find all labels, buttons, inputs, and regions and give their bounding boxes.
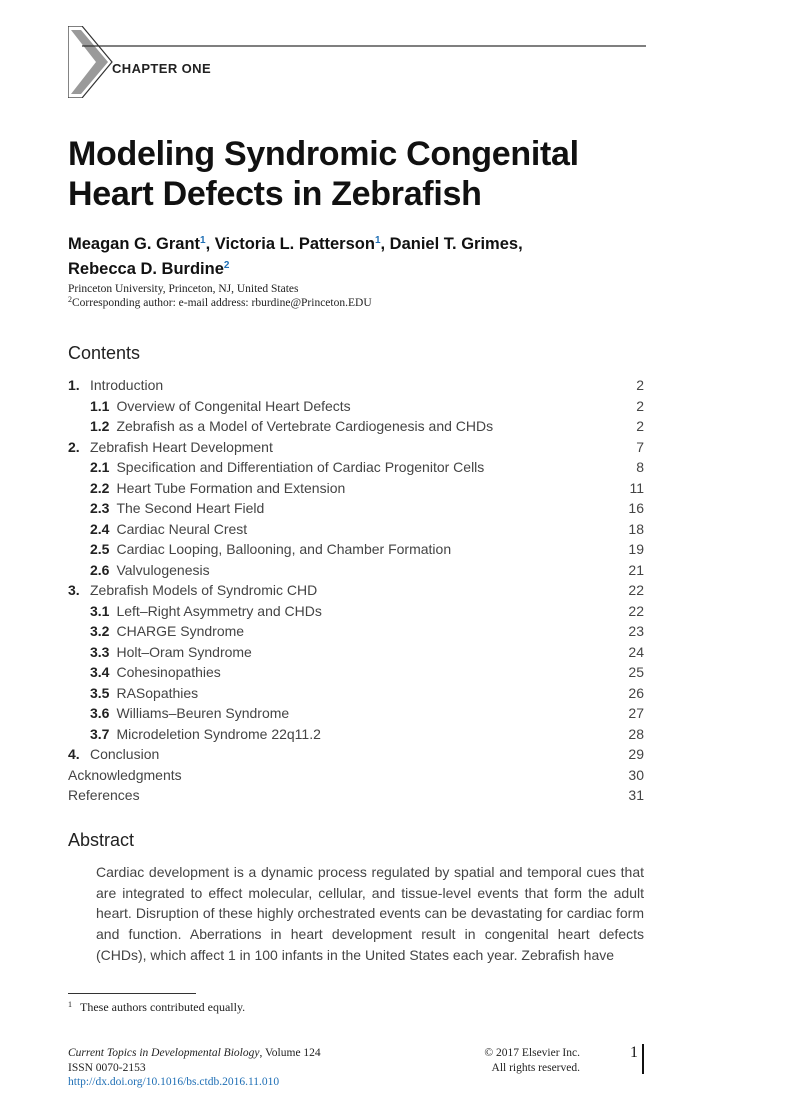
title-line-2: Heart Defects in Zebrafish: [68, 175, 482, 213]
toc-entry-page: 8: [636, 459, 644, 475]
toc-entry-page: 11: [629, 479, 644, 496]
toc-entry[interactable]: [68, 500, 644, 521]
footnote-marker: 1: [68, 1000, 72, 1009]
footnote-divider: [68, 993, 196, 994]
toc-entry[interactable]: [68, 480, 644, 501]
author-affil-marker[interactable]: 1: [200, 235, 206, 246]
toc-entry-page: 19: [628, 541, 644, 557]
toc-entry-page: 27: [628, 705, 644, 721]
issn: ISSN 0070-2153: [68, 1061, 146, 1074]
toc-entry[interactable]: [68, 644, 644, 665]
toc-entry-title[interactable]: Heart Tube Formation and Extension: [116, 479, 346, 496]
toc-entry-page: 21: [628, 561, 644, 578]
toc-entry-number: 1.: [68, 377, 80, 393]
toc-entry[interactable]: [68, 685, 644, 706]
affiliations: [68, 282, 372, 310]
toc-entry[interactable]: [68, 398, 644, 419]
toc-entry-page: 30: [628, 766, 644, 783]
toc-entry-number: 2.3: [90, 500, 110, 516]
toc-entry[interactable]: [68, 582, 644, 603]
toc-entry-number: 2.6: [90, 561, 110, 578]
toc-entry-number: 2.2: [90, 479, 110, 496]
toc-entry[interactable]: [68, 541, 644, 562]
toc-entry[interactable]: [68, 562, 644, 583]
toc-entry-title[interactable]: Introduction: [90, 377, 164, 393]
toc-entry-number: 2.4: [90, 520, 110, 537]
page-number: 1: [630, 1044, 638, 1061]
toc-entry-page: 26: [628, 684, 644, 701]
chapter-label: CHAPTER ONE: [112, 61, 212, 76]
toc-entry-number: 3.6: [90, 705, 110, 721]
corresponding-marker: 2: [68, 295, 72, 304]
journal-citation: [68, 1046, 321, 1061]
toc-entry-title[interactable]: Valvulogenesis: [116, 561, 210, 578]
toc-entry-title[interactable]: References: [68, 787, 140, 803]
toc-entry[interactable]: [68, 746, 644, 767]
toc-entry-page: 2: [636, 397, 644, 414]
toc-entry[interactable]: [68, 664, 644, 685]
toc-entry-number: 2.5: [90, 541, 110, 557]
toc-entry-page: 22: [628, 602, 644, 619]
toc-entry-page: 22: [628, 582, 644, 598]
toc-entry[interactable]: [68, 377, 644, 398]
article-title: [68, 134, 708, 214]
toc-entry-page: 18: [628, 520, 644, 537]
toc-entry[interactable]: [68, 787, 644, 808]
toc-entry[interactable]: [68, 623, 644, 644]
table-of-contents: [68, 377, 644, 808]
toc-entry[interactable]: [68, 418, 644, 439]
toc-entry-title[interactable]: Holt–Oram Syndrome: [116, 643, 252, 660]
doi-link[interactable]: http://dx.doi.org/10.1016/bs.ctdb.2016.11.010: [68, 1076, 280, 1088]
toc-entry-number: 1.2: [90, 418, 110, 434]
author-name: Daniel T. Grimes: [389, 235, 519, 253]
toc-entry-title[interactable]: Specification and Differentiation of Cardiac Progenitor Cells: [116, 459, 485, 475]
corresponding-text: Corresponding author: e-mail address: rburdine@Princeton.EDU: [72, 297, 372, 309]
author-name: Meagan G. Grant: [68, 235, 201, 253]
copyright-notice: [440, 1046, 580, 1075]
toc-entry-title[interactable]: Microdeletion Syndrome 22q11.2: [116, 725, 321, 742]
copyright-line: © 2017 Elsevier Inc.: [484, 1047, 580, 1059]
toc-entry[interactable]: [68, 459, 644, 480]
toc-entry-title[interactable]: Zebrafish Models of Syndromic CHD: [90, 582, 318, 598]
toc-entry-number: 3.7: [90, 725, 110, 742]
toc-entry[interactable]: [68, 767, 644, 788]
chapter-header: [68, 26, 646, 98]
toc-entry-title[interactable]: Conclusion: [90, 746, 160, 762]
toc-entry-page: 23: [628, 623, 644, 639]
toc-entry-page: 25: [628, 664, 644, 680]
toc-entry-page: 2: [636, 418, 644, 434]
toc-entry-number: 3.: [68, 582, 80, 598]
toc-entry-title[interactable]: Zebrafish Heart Development: [90, 438, 273, 455]
toc-entry-page: 7: [636, 438, 644, 455]
contents-heading: Contents: [68, 343, 141, 363]
toc-entry-page: 24: [628, 643, 644, 660]
toc-entry-number: 4.: [68, 746, 80, 762]
abstract-text: Cardiac development is a dynamic process regulated by spatial and temporal cues that are integrated to effect molecular, cellular, and tissue-level events that form the adult heart. Disruption of these highly orchestrated events can be devastating for cardiac form and function. Aberrations in heart development result in congenital heart defects (CHDs), which affect 1 in 100 infants in the United States each year. Zebrafish have: [96, 864, 644, 963]
toc-entry[interactable]: [68, 705, 644, 726]
affiliation-institution: Princeton University, Princeton, NJ, United States: [68, 283, 299, 295]
toc-entry-title[interactable]: Cardiac Looping, Ballooning, and Chamber Formation: [116, 541, 452, 557]
toc-entry-title[interactable]: Cohesinopathies: [116, 664, 221, 680]
toc-entry-title[interactable]: RASopathies: [116, 684, 199, 701]
author-affil-marker[interactable]: 2: [223, 260, 230, 271]
toc-entry-number: 2.: [68, 438, 80, 455]
toc-entry-title[interactable]: Williams–Beuren Syndrome: [116, 705, 290, 721]
toc-entry-title[interactable]: Left–Right Asymmetry and CHDs: [116, 602, 322, 619]
abstract-heading: Abstract: [68, 830, 135, 850]
corresponding-author: [68, 296, 372, 310]
toc-entry-page: 2: [636, 377, 644, 393]
title-line-1: Modeling Syndromic Congenital: [68, 135, 579, 173]
toc-entry-title[interactable]: Zebrafish as a Model of Vertebrate Cardiogenesis and CHDs: [116, 418, 494, 434]
journal-volume: , Volume 124: [259, 1047, 321, 1059]
author-name: Victoria L. Patterson: [214, 235, 375, 253]
toc-entry-title[interactable]: Cardiac Neural Crest: [116, 520, 248, 537]
toc-entry[interactable]: [68, 726, 644, 747]
toc-entry-page: 31: [628, 787, 644, 803]
journal-name: Current Topics in Developmental Biology: [68, 1047, 260, 1059]
toc-entry[interactable]: [68, 439, 644, 460]
toc-entry[interactable]: [68, 521, 644, 542]
toc-entry-title[interactable]: The Second Heart Field: [116, 500, 265, 516]
toc-entry-title[interactable]: Acknowledgments: [68, 766, 182, 783]
toc-entry-number: 3.2: [90, 623, 110, 639]
toc-entry-number: 3.1: [90, 602, 110, 619]
footnote-text: These authors contributed equally.: [80, 1000, 246, 1014]
toc-entry[interactable]: [68, 603, 644, 624]
footnote: [68, 1000, 245, 1015]
author-list: Meagan G. Grant$^1$, Victoria L. Patterson$^1$, Daniel T. Grimes, Rebecca D. Burdine$^2$: [68, 235, 523, 278]
toc-entry-number: 3.3: [90, 643, 110, 660]
toc-entry-number: 3.5: [90, 684, 110, 701]
rights-line: All rights reserved.: [491, 1061, 580, 1074]
toc-entry-page: 28: [628, 725, 644, 742]
page-number-bar: [642, 1044, 644, 1074]
author-affil-marker[interactable]: 1: [374, 235, 381, 246]
toc-entry-title[interactable]: CHARGE Syndrome: [116, 623, 245, 639]
toc-entry-number: 1.1: [90, 397, 110, 414]
toc-entry-number: 3.4: [90, 664, 110, 680]
toc-entry-page: 16: [628, 500, 644, 516]
toc-entry-number: 2.1: [90, 459, 110, 475]
toc-entry-page: 29: [628, 746, 644, 762]
toc-entry-title[interactable]: Overview of Congenital Heart Defects: [116, 397, 351, 414]
journal-info: [68, 1046, 321, 1090]
author-name: Rebecca D. Burdine: [68, 260, 224, 278]
